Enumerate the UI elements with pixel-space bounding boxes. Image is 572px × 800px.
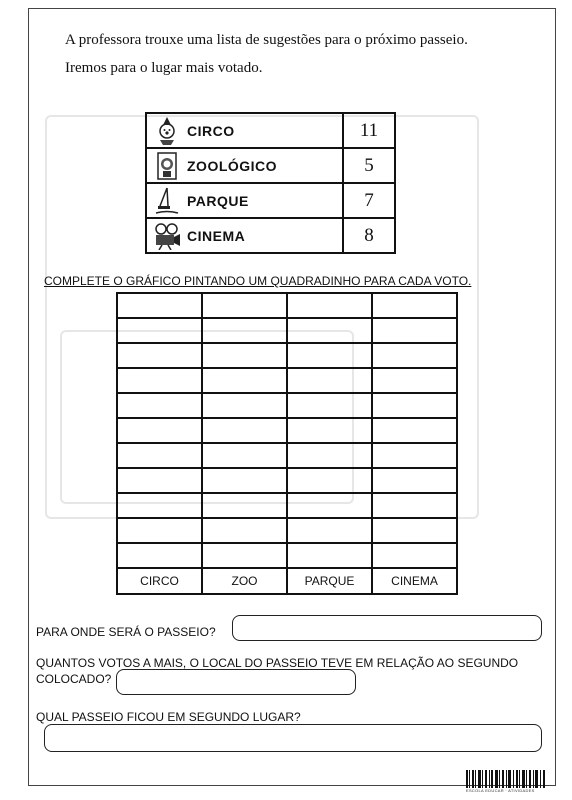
question-vote-difference-line-2: COLOCADO? xyxy=(36,672,112,686)
voting-grid xyxy=(116,292,458,595)
category-label-cinema: CINEMA xyxy=(372,568,457,594)
grid-cell[interactable] xyxy=(117,318,202,343)
question-second-place: QUAL PASSEIO FICOU EM SEGUNDO LUGAR? xyxy=(36,710,301,724)
grid-cell[interactable] xyxy=(117,493,202,518)
grid-row xyxy=(117,318,457,343)
lion-icon xyxy=(147,151,187,181)
film-camera-icon xyxy=(147,222,187,250)
grid-cell[interactable] xyxy=(372,443,457,468)
grid-cell[interactable] xyxy=(202,443,287,468)
grid-cell[interactable] xyxy=(117,518,202,543)
grid-cell[interactable] xyxy=(372,318,457,343)
grid-cell[interactable] xyxy=(287,493,372,518)
grid-cell[interactable] xyxy=(287,393,372,418)
grid-cell[interactable] xyxy=(202,368,287,393)
place-label-circo: CIRCO xyxy=(187,122,235,139)
grid-cell[interactable] xyxy=(202,318,287,343)
grid-cell[interactable] xyxy=(202,343,287,368)
grid-cell[interactable] xyxy=(117,418,202,443)
swing-icon xyxy=(147,186,187,216)
votes-count-parque: 7 xyxy=(343,183,395,218)
grid-cell[interactable] xyxy=(287,443,372,468)
grid-cell[interactable] xyxy=(372,493,457,518)
grid-cell[interactable] xyxy=(287,518,372,543)
grid-cell[interactable] xyxy=(372,293,457,318)
grid-cell[interactable] xyxy=(372,468,457,493)
grid-cell[interactable] xyxy=(372,418,457,443)
votes-row-parque xyxy=(146,183,395,218)
grid-row xyxy=(117,393,457,418)
grid-row xyxy=(117,368,457,393)
intro-line-2: Iremos para o lugar mais votado. xyxy=(65,60,263,76)
grid-row xyxy=(117,543,457,568)
grid-cell[interactable] xyxy=(202,493,287,518)
grid-cell[interactable] xyxy=(202,518,287,543)
grid-cell[interactable] xyxy=(372,518,457,543)
votes-count-zoologico: 5 xyxy=(343,148,395,183)
answer-box-destination[interactable] xyxy=(232,615,542,641)
answer-box-vote-difference[interactable] xyxy=(116,669,356,695)
grid-row xyxy=(117,518,457,543)
grid-cell[interactable] xyxy=(117,468,202,493)
grid-row xyxy=(117,418,457,443)
grid-cell[interactable] xyxy=(117,543,202,568)
grid-row xyxy=(117,493,457,518)
answer-box-second-place[interactable] xyxy=(44,724,542,752)
place-label-zoologico: ZOOLÓGICO xyxy=(187,157,278,174)
grid-cell[interactable] xyxy=(287,293,372,318)
place-label-cinema: CINEMA xyxy=(187,227,246,244)
votes-table xyxy=(145,112,396,254)
grid-cell[interactable] xyxy=(372,393,457,418)
grid-cell[interactable] xyxy=(287,343,372,368)
category-label-parque: PARQUE xyxy=(287,568,372,594)
grid-cell[interactable] xyxy=(372,543,457,568)
grid-cell[interactable] xyxy=(287,543,372,568)
grid-row xyxy=(117,443,457,468)
votes-row-zoologico xyxy=(146,148,395,183)
grid-row xyxy=(117,343,457,368)
votes-count-circo: 11 xyxy=(343,113,395,148)
grid-cell[interactable] xyxy=(117,443,202,468)
grid-cell[interactable] xyxy=(202,468,287,493)
graph-instruction: COMPLETE O GRÁFICO PINTANDO UM QUADRADINHO PARA CADA VOTO. xyxy=(44,274,472,288)
grid-cell[interactable] xyxy=(117,368,202,393)
votes-row-circo xyxy=(146,113,395,148)
category-label-circo: CIRCO xyxy=(117,568,202,594)
grid-cell[interactable] xyxy=(287,318,372,343)
grid-cell[interactable] xyxy=(117,343,202,368)
grid-cell[interactable] xyxy=(287,368,372,393)
grid-cell[interactable] xyxy=(372,343,457,368)
question-destination: PARA ONDE SERÁ O PASSEIO? xyxy=(36,625,216,639)
grid-cell[interactable] xyxy=(202,418,287,443)
grid-cell[interactable] xyxy=(117,393,202,418)
barcode-caption: ESCOLA EDUCAR · ATIVIDADES xyxy=(466,788,535,793)
grid-cell[interactable] xyxy=(372,368,457,393)
clown-icon xyxy=(147,116,187,146)
grid-cell[interactable] xyxy=(117,293,202,318)
grid-cell[interactable] xyxy=(287,418,372,443)
grid-row xyxy=(117,468,457,493)
votes-count-cinema: 8 xyxy=(343,218,395,253)
category-label-zoo: ZOO xyxy=(202,568,287,594)
grid-cell[interactable] xyxy=(202,293,287,318)
votes-row-cinema xyxy=(146,218,395,253)
grid-row xyxy=(117,293,457,318)
grid-cell[interactable] xyxy=(202,393,287,418)
place-label-parque: PARQUE xyxy=(187,192,249,209)
question-vote-difference-line-1: QUANTOS VOTOS A MAIS, O LOCAL DO PASSEIO TEVE EM RELAÇÃO AO SEGUNDO xyxy=(36,656,519,670)
grid-cell[interactable] xyxy=(287,468,372,493)
barcode-image xyxy=(466,770,546,788)
grid-cell[interactable] xyxy=(202,543,287,568)
intro-line-1: A professora trouxe uma lista de sugestões para o próximo passeio. xyxy=(65,32,468,48)
